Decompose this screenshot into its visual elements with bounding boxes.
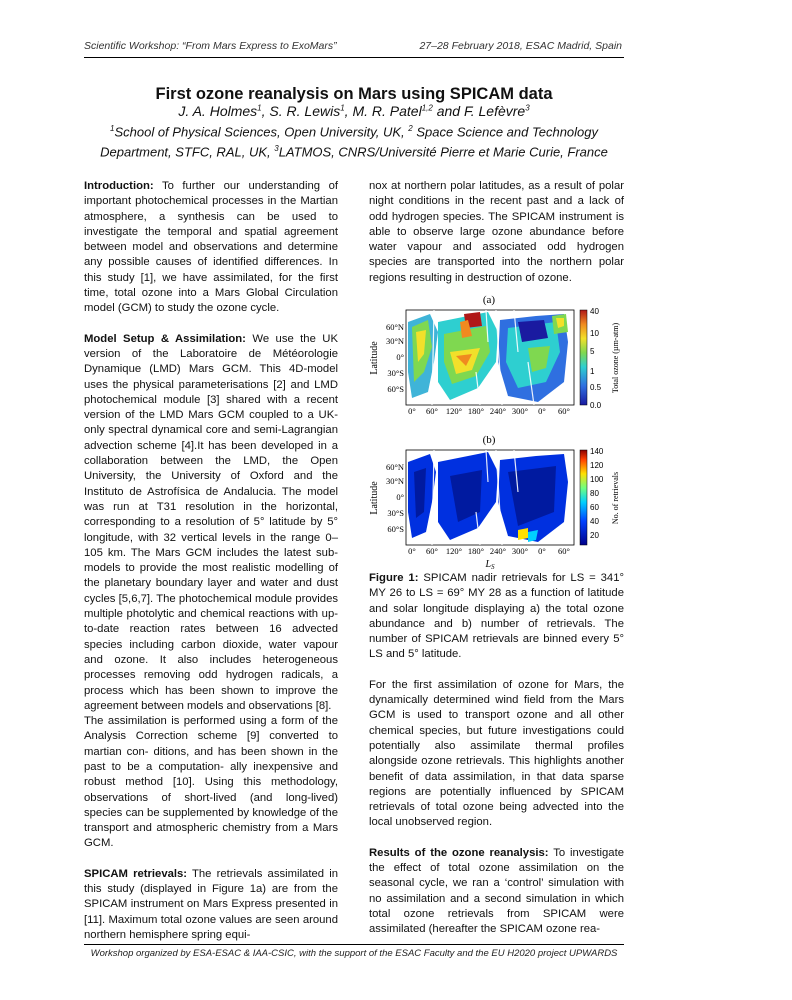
right-column-bottom [369, 571, 624, 953]
ls-tick: 60° [426, 546, 438, 556]
first-assimilation-paragraph: For the first assimilation of ozone for Mars, the dynamically determined wind field from the Mars GCM is used to transport ozone and all other chemical species, but future investigations could potentially also assimilate thermal profiles alongside ozone retrievals. This highlights another benefit of data assimilation, in that data sparse regions are potentially influenced by SPICAM retrievals of total ozone being advected into the local unobserved region. [369, 678, 624, 829]
lat-tick: 60°S [387, 384, 404, 394]
panel-a-map [406, 310, 574, 405]
header-rule [84, 57, 624, 58]
model-setup-paragraph: Model Setup & Assimilation: We use the UK version of the Laboratoire de Météorologie Dynamique (LMD) Mars GCM. This 4D-model uses the physical parameterisations [2] and LMD photochemical module [3] shared with a recent version of the LMD Mars GCM coupled to a UK-only spectral dynamical core and semi-Lagrangian advection scheme [4].It has been developed in a collaboration between the LMD, the Open University, the University of Oxford and the Instituto de Astrofísica de Andalucia. The model was run at T31 resolution in the horizontal, corresponding to a resolution of 5° latitude by 5° longitude, with 32 vertical levels in the range 0–105 km. The Mars GCM includes the latest sub-models to provide the most realistic modelling of the planetary boundary layer and water and dust cycles [5,6,7]. The photochemical module provides multiple photolytic and chemical reactions with up-to-date reaction rates between 16 advected species including carbon dioxide, water vapour and ozone. It also includes heterogeneous processes removing odd hydrogen radicals, a process which has been shown to improve the agreement between models and observations [8]. [84, 332, 338, 712]
results-paragraph: Results of the ozone reanalysis: To investigate the effect of total ozone assimilation on the seasonal cycle, we ran a ‘control’ simulation with no assimilation and a second simulation in which total ozone retrievals from SPICAM were assimilated (hereafter the SPICAM ozone rea- [369, 846, 625, 936]
cbar-tick: 120 [590, 461, 604, 470]
colorbar-a-ticks [590, 307, 602, 410]
lat-tick: 30°S [387, 508, 404, 518]
colorbar-b-label: No. of retrievals [611, 471, 620, 525]
ls-tick: 60° [426, 406, 438, 416]
cbar-tick: 40 [590, 307, 599, 316]
lat-tick: 60°N [385, 322, 404, 332]
introduction-paragraph: Introduction: To further our understanding of important photochemical processes in the Martian atmosphere, a synthesis can be used to investigate the temporal and spatial agreement between model and observations and determine any possible causes of identified differences. In this study [1], we have assimilated, for the first time, total ozone into a Mars Global Circulation model (GCM) to study the ozone cycle. [84, 180, 338, 315]
running-header-left: Scientific Workshop: “From Mars Express to ExoMars” [84, 40, 337, 52]
ls-tick: 180° [467, 406, 485, 416]
ls-tick: 180° [467, 546, 485, 556]
panel-b-ylabel: Latitude [369, 481, 380, 515]
ls-tick: 300° [511, 406, 529, 416]
colorbar-a-label: Total ozone (µm-atm) [611, 322, 620, 394]
figure-1 [368, 292, 626, 572]
ls-tick: 240° [489, 406, 507, 416]
author-list: J. A. Holmes$^1$, S. R. Lewis$^1$, M. R. Patel$^{1,2}$ and F. Lefèvre$^3$ [178, 103, 530, 119]
panel-b-map [406, 450, 574, 545]
footer-rule [84, 944, 624, 945]
running-header-right: 27–28 February 2018, ESAC Madrid, Spain [419, 40, 622, 52]
cbar-tick: 1 [590, 367, 595, 376]
colorbar-a [580, 310, 587, 405]
cbar-tick: 140 [590, 447, 604, 456]
ls-tick: 0° [538, 546, 546, 556]
cbar-tick: 5 [590, 347, 595, 356]
panel-b-label: (b) [482, 434, 496, 446]
panel-b-xlabel: $L_S$ [485, 559, 495, 571]
cbar-tick: 60 [590, 503, 599, 512]
cbar-tick: 40 [590, 517, 599, 526]
cbar-tick: 0.0 [590, 401, 602, 410]
ls-tick: 0° [408, 406, 416, 416]
figure-1-svg [368, 292, 626, 572]
results-heading: Results of the ozone reanalysis: [369, 846, 549, 859]
colorbar-b-ticks [590, 447, 604, 540]
ls-tick: 60° [558, 546, 570, 556]
left-column [84, 179, 338, 958]
cbar-tick: 100 [590, 475, 604, 484]
page-footer: Workshop organized by ESA-ESAC & IAA-CSIC, with the support of the ESAC Faculty and the EU H2020 project UPWARDS [90, 948, 618, 959]
panel-a-label: (a) [482, 294, 496, 306]
assimilation-paragraph: The assimilation is performed using a form of the Analysis Correction scheme [9] converted to martian con- ditions, and has been shown in the past to be a computation- ally inexpensive and robust method [10]. Using this methodology, observations of short-lived (and long-lived) species can be supplemented by knowledge of the transport and atmospheric chemistry from a Mars GCM. [84, 715, 338, 850]
cbar-tick: 10 [590, 329, 599, 338]
cbar-tick: 20 [590, 531, 599, 540]
colorbar-b [580, 450, 587, 545]
lat-tick: 30°S [387, 368, 404, 378]
lat-tick: 0° [396, 352, 404, 362]
lat-tick: 60°S [387, 524, 404, 534]
spicam-retrievals-paragraph: SPICAM retrievals: The retrievals assimilated in this study (displayed in Figure 1a) are from the SPICAM instrument on Mars Express presented in [11]. Maximum total ozone values are seen around northern hemisphere spring equi- [84, 867, 338, 941]
figure-caption-label: Figure 1: [369, 572, 419, 584]
ls-tick: 120° [445, 406, 463, 416]
panel-b-ls-ticks [408, 546, 570, 556]
ls-tick: 300° [511, 546, 529, 556]
model-setup-heading: Model Setup & Assimilation: [84, 332, 246, 345]
ls-tick: 60° [558, 406, 570, 416]
introduction-heading: Introduction: [84, 180, 154, 192]
right-column-top [369, 179, 624, 301]
lat-tick: 30°N [385, 476, 404, 486]
ls-tick: 240° [489, 546, 507, 556]
panel-a-lat-ticks [386, 322, 404, 394]
spicam-continuation-paragraph: nox at northern polar latitudes, as a result of polar night conditions in the recent past and a lack of odd hydrogen species. The SPICAM instrument is able to observe large ozone abundance before water vapour and associated odd hydrogen species are transported into the northern polar regions resulting in destruction of ozone. [369, 180, 624, 284]
spicam-retrievals-heading: SPICAM retrievals: [84, 867, 188, 880]
panel-b-lat-ticks [386, 462, 404, 534]
paper-title: First ozone reanalysis on Mars using SPICAM data [155, 85, 553, 103]
lat-tick: 60°N [385, 462, 404, 472]
lat-tick: 30°N [385, 336, 404, 346]
cbar-tick: 80 [590, 489, 599, 498]
ls-tick: 0° [538, 406, 546, 416]
affiliations: $^1$School of Physical Sciences, Open University, UK, $^2$ Space Science and Technology Department, STFC, RAL, UK, $^3$LATMOS, CNRS/Université Pierre et Marie Curie, France [100, 124, 608, 160]
panel-a-ylabel: Latitude [369, 341, 380, 375]
panel-a-ls-ticks [408, 406, 570, 416]
ls-tick: 120° [445, 546, 463, 556]
lat-tick: 0° [396, 492, 404, 502]
figure-caption [369, 571, 624, 663]
ls-tick: 0° [408, 546, 416, 556]
figure-caption-text: SPICAM nadir retrievals for LS = 341° MY 26 to LS = 69° MY 28 as a function of latitude and solar longitude displaying a) the total ozone abundance and b) number of retrievals. The number of SPICAM retrievals are binned every 5° LS and 5° latitude. [369, 572, 625, 661]
cbar-tick: 0.5 [590, 383, 602, 392]
